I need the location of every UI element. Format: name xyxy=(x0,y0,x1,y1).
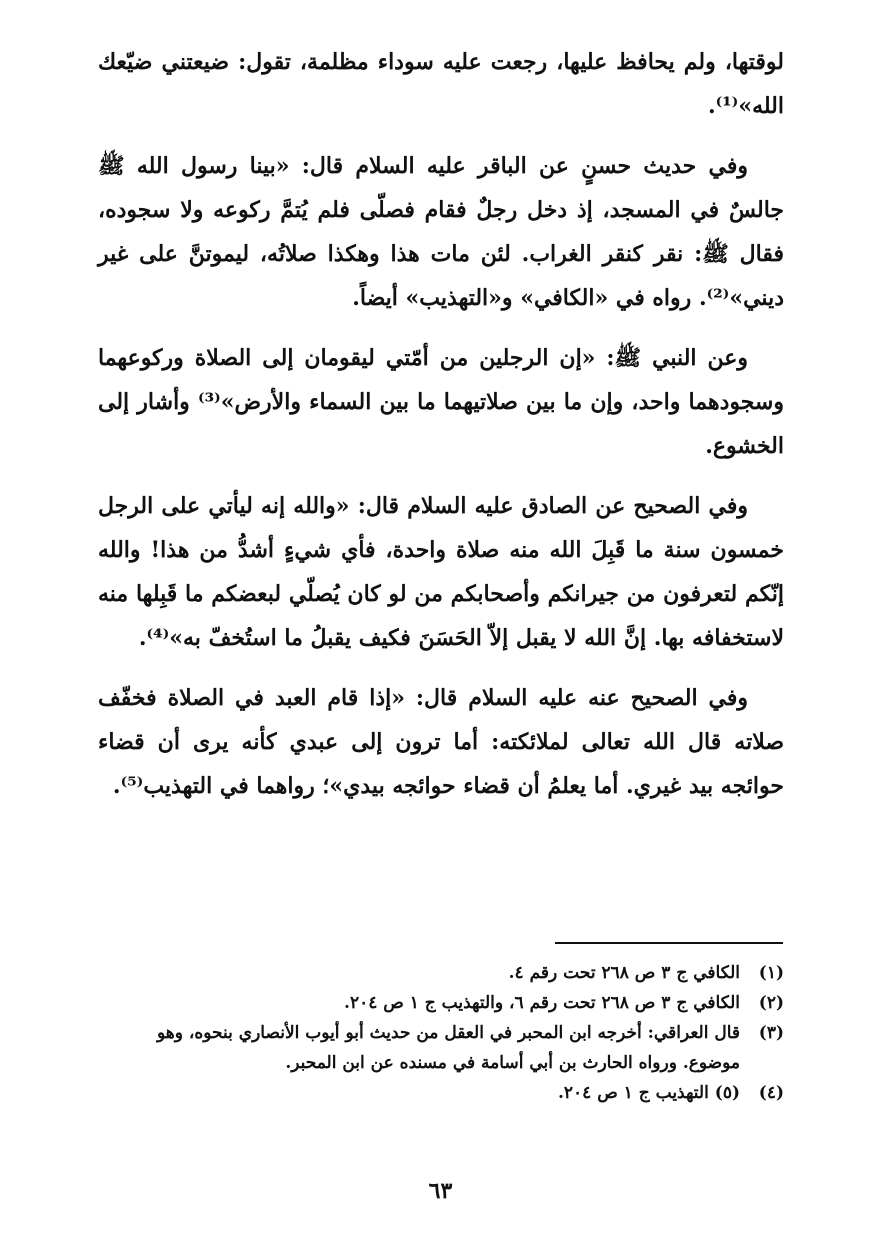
footnote-3 xyxy=(98,1018,784,1078)
footnote-text: قال العراقي: أخرجه ابن المحبر في العقل من حديث أبو أيوب الأنصاري بنحوه، وهو موضوع. ورواه الحارث بن أبي أسامة في مسنده عن ابن المحبر. xyxy=(156,1023,740,1073)
paragraph-3: وعن النبي ﷺ: «إن الرجلين من أمّتي ليقومان إلى الصلاة وركوعهما وسجودهما واحد، وإن ما بين صلاتيهما ما بين السماء والأرض»⁽³⁾ وأشار إلى الخشوع. xyxy=(98,345,784,459)
footnote-1 xyxy=(98,958,784,988)
paragraph-5: وفي الصحيح عنه عليه السلام قال: «إذا قام العبد في الصلاة فخفّف صلاته قال الله تعالى لملائكته: أما ترون إلى عبدي كأنه يرى أن قضاء حوائجه بيد غيري. أما يعلمُ أن قضاء حوائجه بيدي»؛ رواهما في التهذيب⁽⁵⁾. xyxy=(98,685,784,799)
paragraph-2: وفي حديث حسنٍ عن الباقر عليه السلام قال: «بينا رسول الله ﷺ جالسٌ في المسجد، إذ دخل رجلٌ فقام فصلّى فلم يُتمَّ ركوعه ولا سجوده، فقال ﷺ: نقر كنقر الغراب. لئن مات هذا وهكذا صلاتُه، ليموتنَّ على غير ديني»⁽²⁾. رواه في «الكافي» و«التهذيب» أيضاً. xyxy=(98,153,784,311)
footnotes xyxy=(98,958,784,1108)
footnote-number: (١) xyxy=(758,963,784,983)
footnote-number: (٤) xyxy=(758,1083,784,1103)
footnote-number: (٢) xyxy=(758,993,784,1013)
page-number: ٦٣ xyxy=(428,1178,453,1204)
footnote-number: (٣) xyxy=(758,1023,784,1043)
footnote-separator xyxy=(555,942,783,944)
paragraph-4: وفي الصحيح عن الصادق عليه السلام قال: «والله إنه ليأتي على الرجل خمسون سنة ما قَبِلَ الله منه صلاة واحدة، فأي شيءٍ أشدُّ من هذا! والله إنّكم لتعرفون من جيرانكم وأصحابكم من لو كان يُصلّي لبعضكم ما قَبِلها منه لاستخفافه بها. إنَّ الله لا يقبل إلاّ الحَسَنَ فكيف يقبلُ ما استُخفّ به»⁽⁴⁾. xyxy=(98,493,784,651)
paragraph-1: لوقتها، ولم يحافظ عليها، رجعت عليه سوداء مظلمة، تقول: ضيعتني ضيّعك الله»⁽¹⁾. xyxy=(98,49,784,119)
footnote-text: الكافي ج ٣ ص ٢٦٨ تحت رقم ٦، والتهذيب ج ١ ص ٢٠٤. xyxy=(344,993,740,1013)
footnote-text: (٥) التهذيب ج ١ ص ٢٠٤. xyxy=(557,1083,740,1103)
main-text xyxy=(98,40,784,824)
footnote-4 xyxy=(98,1078,784,1108)
footnote-text: الكافي ج ٣ ص ٢٦٨ تحت رقم ٤. xyxy=(508,963,740,983)
footnote-2 xyxy=(98,988,784,1018)
